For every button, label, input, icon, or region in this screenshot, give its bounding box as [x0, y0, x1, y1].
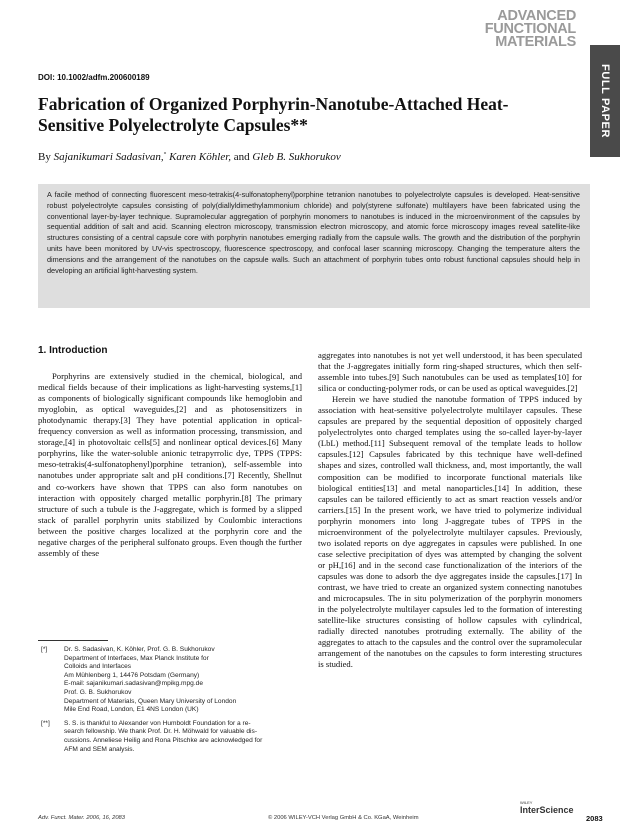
intro-paragraph-2: Herein we have studied the nanotube formation of TPPS induced by association with heat-sensitive polyelectrolyte multilayer capsules. These capsules are prepared by the sequential deposition of oppositely charged polyelectrolytes onto charged templates using the so-called layer-by-layer (LbL) method.[11] Subsequent removal of the template leads to hollow capsules.[12] Capsules fabricated by this technique have well-defined shapes and sizes, controlled wall thickness, and, most importantly, the wall composition can be modified to incorporate functional materials like biological entities[13] and metal nanoparticles.[14] In addition, these capsules can be tailored efficiently to act as smart reaction vessels and/or carriers.[15] In the present work, we have tried to polymerize individual porphyrin monomers into long J-aggregate tubes of TPPS in the microenvironment of the polyelectrolyte multilayer capsules. Previously, two isolated reports on dye aggregates in capsules were published. In one case selective precipitation of dyes was attempted by changing the solvent or pH,[16] and in the second case functionalization of the interiors of the capsules was done to adsorb the dye aggregates inside the capsules.[17] In contrast, we have tried to create an organized system connecting nanotubes and microcapsules. The in situ polymerization of the porphyrin monomers in the polyelectrolyte multilayer capsules led to the formation of interesting satellite-like structures consisting of hollow capsules with cylindrical, radially directed nanotubes protruding externally. The ability of the aggregates to attach to the capsules and the control over the supramolecular arrangement of the nanotubes on the capsules to form interesting structures is studied. [318, 394, 582, 670]
journal-logo [485, 10, 576, 49]
abstract-text: A facile method of connecting fluorescent meso-tetrakis(4-sulfonatophenyl)porphine tetranion nanotubes to polyelectrolyte capsules is developed. Heat-sensitive robust polyelectrolyte capsules consisting of poly(diallyldimethylammonium chloride) and poly(styrene sulfonate) multilayers have been fabricated using the conventional layer-by-layer technique. Supramolecular aggregation of porphyrin monomers to nanotubes is induced in the microenvironment of the capsules by sequential addition of salt and acid. Scanning electron microscopy, transmission electron microscopy, and atomic force microscopy images reveal satellite-like structures consisting of a central capsule core with porphyrin nanotubes emerging radially from the capsule walls. The growth and the distribution of the porphyrin units have been monitored by UV-vis spectroscopy, fluorescence spectroscopy, and confocal laser scanning microscopy. Changing the temperature alters the dimensions and the arrangement of the nanotubes on the capsule walls. Such an attachment of porphyrin tubes onto robust functional capsules should help in developing an artificial light-harvesting system. [47, 190, 580, 275]
footnote-line: Department of Interfaces, Max Planck Institute for [64, 654, 209, 662]
footnotes [38, 646, 302, 759]
footnote-line: Am Mühlenberg 1, 14476 Potsdam (Germany) [64, 671, 200, 679]
footnote-divider [38, 640, 108, 641]
section-heading-introduction: 1. Introduction [38, 345, 108, 356]
footnote-line: Dr. S. Sadasivan, K. Köhler, Prof. G. B. Sukhorukov [64, 646, 215, 653]
right-column [318, 350, 582, 670]
footnote-affiliations [38, 646, 302, 715]
intro-paragraph-1: Porphyrins are extensively studied in the chemical, biological, and medical fields because of their implications as light-harvesting systems,[1] as components of biologically significant compounds like hemoglobin and myoglobin, as optical waveguides,[2] and as photosensitizers in photodynamic therapy.[3] They have potential application in optical-frequency conversion as well as information processing, transmission, and storage,[4] in photovoltaic cells[5] and nonlinear optical devices.[6] Many porphyrins, like the water-soluble anionic tetrapyrrolic dye, TPPS (TPPS: meso-tetrakis(4-sulfonatophenyl)porphine tetranion), self-assemble into nanotubes under appropriate salt and pH conditions.[7] Recently, Shellnut and co-workers have shown that TPPS can also form nanotubes on interaction with oppositely charged metallic porphyrin.[8] The primary structure of such a tubule is the J-aggregate, which is formed by a slipped stack of parallel porphyrin units stabilized by Coulombic interactions between the positive charges localized at the porphyrin core and the negative charges of the peripheral sulfonato groups. Even though the further assembly of these [38, 371, 302, 558]
footnote-line: Prof. G. B. Sukhorukov [64, 688, 132, 696]
footnote-line: S. S. is thankful to Alexander von Humboldt Foundation for a re- [64, 719, 251, 727]
intro-paragraph-1-continued: aggregates into nanotubes is not yet well understood, it has been speculated that the J-aggregates initially form ring-shaped structures, which then self-assemble into tubes.[9] Such nanotubules can be used as templates[10] for silica or conducting-polymer rods, or can be used as optical waveguides.[2] [318, 350, 582, 394]
journal-logo-line-2: FUNCTIONAL [484, 21, 576, 37]
author-list [38, 151, 341, 163]
publisher-logo [520, 800, 574, 815]
journal-logo-line-3: MATERIALS [495, 34, 576, 50]
author-1: Sajanikumari Sadasivan, [53, 151, 164, 163]
authors-connector: and [231, 151, 253, 163]
footnote-mark: [**] [41, 719, 50, 727]
footnote-mark: [*] [41, 646, 48, 653]
authors-prefix: By [38, 151, 54, 163]
footnote-line: search fellowship. We thank Prof. Dr. H. Möhwald for valuable dis- [64, 728, 258, 736]
footnote-line: Mile End Road, London, E1 4NS London (UK) [64, 706, 199, 714]
footnote-email: E-mail: sajanikumari.sadasivan@mpikg.mpg.de [64, 680, 203, 688]
footnote-acknowledgements [38, 720, 302, 754]
footnote-line: cussions. Anneliese Heilig and Rona Pitschke are acknowledged for [64, 736, 263, 744]
abstract-box [38, 184, 590, 308]
author-2: Karen Köhler, [169, 151, 232, 163]
copyright-line: © 2006 WILEY-VCH Verlag GmbH & Co. KGaA, Weinheim [268, 815, 419, 821]
corresponding-mark: * [163, 151, 167, 158]
publisher-logo-text: InterScience [520, 805, 574, 815]
journal-reference: Adv. Funct. Mater. 2006, 16, 2083 [38, 815, 126, 821]
page-number: 2083 [586, 814, 603, 823]
publisher-logo-small: WILEY [520, 800, 533, 805]
journal-logo-line-1: ADVANCED [497, 8, 576, 24]
footnote-line: Colloids and Interfaces [64, 663, 132, 671]
paper-title: Fabrication of Organized Porphyrin-Nanotube-Attached Heat-Sensitive Polyelectrolyte Capsules** [38, 94, 509, 135]
footnote-line: Department of Materials, Queen Mary University of London [64, 697, 237, 705]
author-3: Gleb B. Sukhorukov [252, 151, 341, 163]
left-column [38, 345, 302, 559]
section-type-tab: FULL PAPER [590, 45, 620, 157]
doi: DOI: 10.1002/adfm.200600189 [38, 73, 150, 82]
footnote-line: AFM and SEM analysis. [64, 745, 135, 753]
